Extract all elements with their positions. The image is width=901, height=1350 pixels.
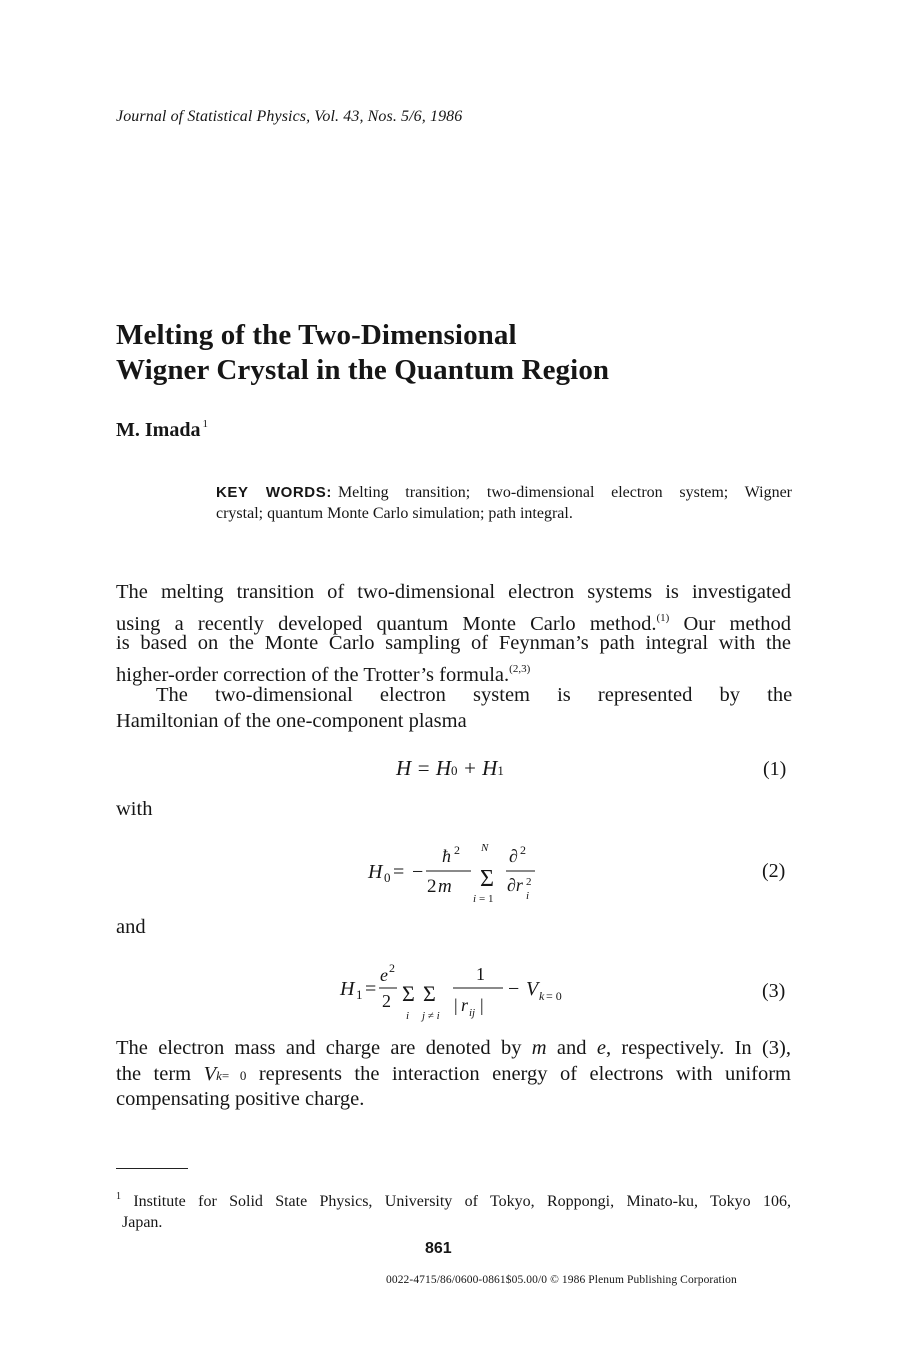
citation-ref-1: (1) bbox=[656, 611, 670, 624]
equation-3 bbox=[336, 955, 596, 1025]
svg-text:Σ: Σ bbox=[423, 981, 436, 1006]
paragraph-2 bbox=[116, 683, 791, 734]
svg-text:2: 2 bbox=[389, 961, 395, 975]
equation-2 bbox=[360, 836, 560, 906]
para3-line-1-a: The electron mass and charge are denoted by bbox=[116, 1037, 532, 1059]
title-line-2: Wigner Crystal in the Quantum Region bbox=[116, 354, 610, 386]
para3-line-2 bbox=[116, 1062, 791, 1088]
svg-text:Σ: Σ bbox=[480, 866, 494, 892]
page-number: 861 bbox=[425, 1240, 452, 1257]
title-line-1: Melting of the Two-Dimensional bbox=[116, 319, 517, 351]
footnote bbox=[116, 1186, 791, 1233]
equation-1: H = H0 + H1 bbox=[396, 756, 504, 780]
citation-ref-2: (2,3) bbox=[509, 662, 531, 675]
author bbox=[116, 418, 208, 442]
svg-text:1: 1 bbox=[356, 987, 363, 1002]
svg-text:1: 1 bbox=[476, 964, 485, 984]
svg-text:k: k bbox=[539, 989, 545, 1003]
copyright-line: 0022-4715/86/0600-0861$05.00/0 © 1986 Plenum Publishing Corporation bbox=[386, 1274, 737, 1286]
footnote-line-1-text: Institute for Solid State Physics, University of Tokyo, Roppongi, Minato-ku, Tokyo 106, bbox=[133, 1193, 792, 1210]
svg-text:ħ: ħ bbox=[442, 846, 451, 866]
footnote-line-2: Japan. bbox=[122, 1214, 163, 1231]
keywords-line-1: Melting transition; two-dimensional electron system; Wigner bbox=[337, 484, 792, 501]
connector-and: and bbox=[116, 916, 146, 938]
para1-line-2-text: using a recently developed quantum Monte Carlo method. bbox=[116, 612, 657, 635]
svg-text:m: m bbox=[438, 876, 452, 897]
footnote-line-1 bbox=[116, 1186, 791, 1212]
para3-line-1-e: , respectively. In (3), bbox=[605, 1037, 792, 1059]
svg-text:i: i bbox=[526, 890, 530, 902]
svg-text:H: H bbox=[340, 978, 355, 1000]
svg-text:2: 2 bbox=[526, 876, 532, 888]
para3-line-1 bbox=[116, 1036, 791, 1062]
keywords-label: KEY WORDS: bbox=[216, 484, 332, 501]
svg-text:=: = bbox=[393, 861, 405, 883]
svg-text:H: H bbox=[368, 861, 383, 883]
svg-text:2: 2 bbox=[427, 876, 437, 897]
para3-line-1-c: and bbox=[546, 1037, 597, 1059]
svg-text:i: i bbox=[473, 893, 477, 905]
svg-text:0: 0 bbox=[384, 870, 391, 885]
paper-title bbox=[116, 318, 609, 388]
svg-text:|: | bbox=[454, 995, 458, 1015]
svg-text:i: i bbox=[406, 1010, 410, 1022]
equation-3-number: (3) bbox=[762, 980, 786, 1002]
svg-text:j ≠ i: j ≠ i bbox=[422, 1010, 440, 1022]
svg-text:= 1: = 1 bbox=[479, 893, 494, 905]
author-affiliation-mark: 1 bbox=[202, 418, 208, 430]
footnote-mark: 1 bbox=[116, 1191, 121, 1202]
connector-with: with bbox=[116, 798, 153, 820]
keywords-line-2: crystal; quantum Monte Carlo simulation; path integral. bbox=[216, 505, 573, 522]
symbol-v-k0: Vk= 0 bbox=[203, 1062, 247, 1085]
svg-text:2: 2 bbox=[454, 843, 460, 857]
para3-line-2-b: represents the interaction energy of electrons with uniform bbox=[246, 1062, 791, 1085]
svg-text:−: − bbox=[412, 861, 424, 883]
keywords-block bbox=[216, 482, 792, 524]
svg-text:N: N bbox=[481, 842, 489, 854]
svg-text:2: 2 bbox=[382, 991, 391, 1011]
paragraph-3 bbox=[116, 1036, 791, 1113]
svg-text:V: V bbox=[526, 978, 539, 1000]
para2-line-2: Hamiltonian of the one-component plasma bbox=[116, 709, 467, 732]
svg-text:−: − bbox=[508, 978, 520, 1000]
footnote-divider bbox=[116, 1168, 188, 1169]
para1-line-1: The melting transition of two-dimensional electron systems is investigated bbox=[116, 581, 791, 603]
svg-text:∂r: ∂r bbox=[507, 875, 523, 895]
equation-1-number: (1) bbox=[763, 758, 787, 780]
para1-line-4-text: higher-order correction of the Trotter’s formula. bbox=[116, 663, 510, 686]
paragraph-1 bbox=[116, 580, 792, 686]
para1-line-2-tail: Our method bbox=[669, 612, 792, 635]
svg-text:Σ: Σ bbox=[402, 981, 415, 1006]
para2-line-1: The two-dimensional electron system is represented by the bbox=[156, 684, 793, 706]
svg-text:ij: ij bbox=[469, 1007, 476, 1019]
para1-line-2 bbox=[116, 606, 792, 635]
para1-line-3: is based on the Monte Carlo sampling of Feynman’s path integral with the bbox=[116, 632, 791, 655]
para1-line-4 bbox=[116, 657, 791, 686]
para3-line-2-a: the term bbox=[116, 1062, 204, 1085]
svg-text:e: e bbox=[380, 965, 388, 985]
journal-citation: Journal of Statistical Physics, Vol. 43, Nos. 5/6, 1986 bbox=[116, 108, 463, 125]
svg-text:= 0: = 0 bbox=[546, 989, 562, 1003]
para3-line-3: compensating positive charge. bbox=[116, 1088, 365, 1111]
svg-text:=: = bbox=[365, 978, 377, 1000]
svg-text:|: | bbox=[480, 995, 484, 1015]
svg-text:2: 2 bbox=[520, 843, 526, 857]
equation-2-number: (2) bbox=[762, 860, 786, 882]
svg-text:∂: ∂ bbox=[509, 846, 518, 866]
symbol-m: m bbox=[531, 1037, 547, 1059]
svg-text:r: r bbox=[461, 995, 469, 1015]
author-name: M. Imada bbox=[116, 419, 201, 441]
symbol-e: e bbox=[596, 1037, 606, 1059]
